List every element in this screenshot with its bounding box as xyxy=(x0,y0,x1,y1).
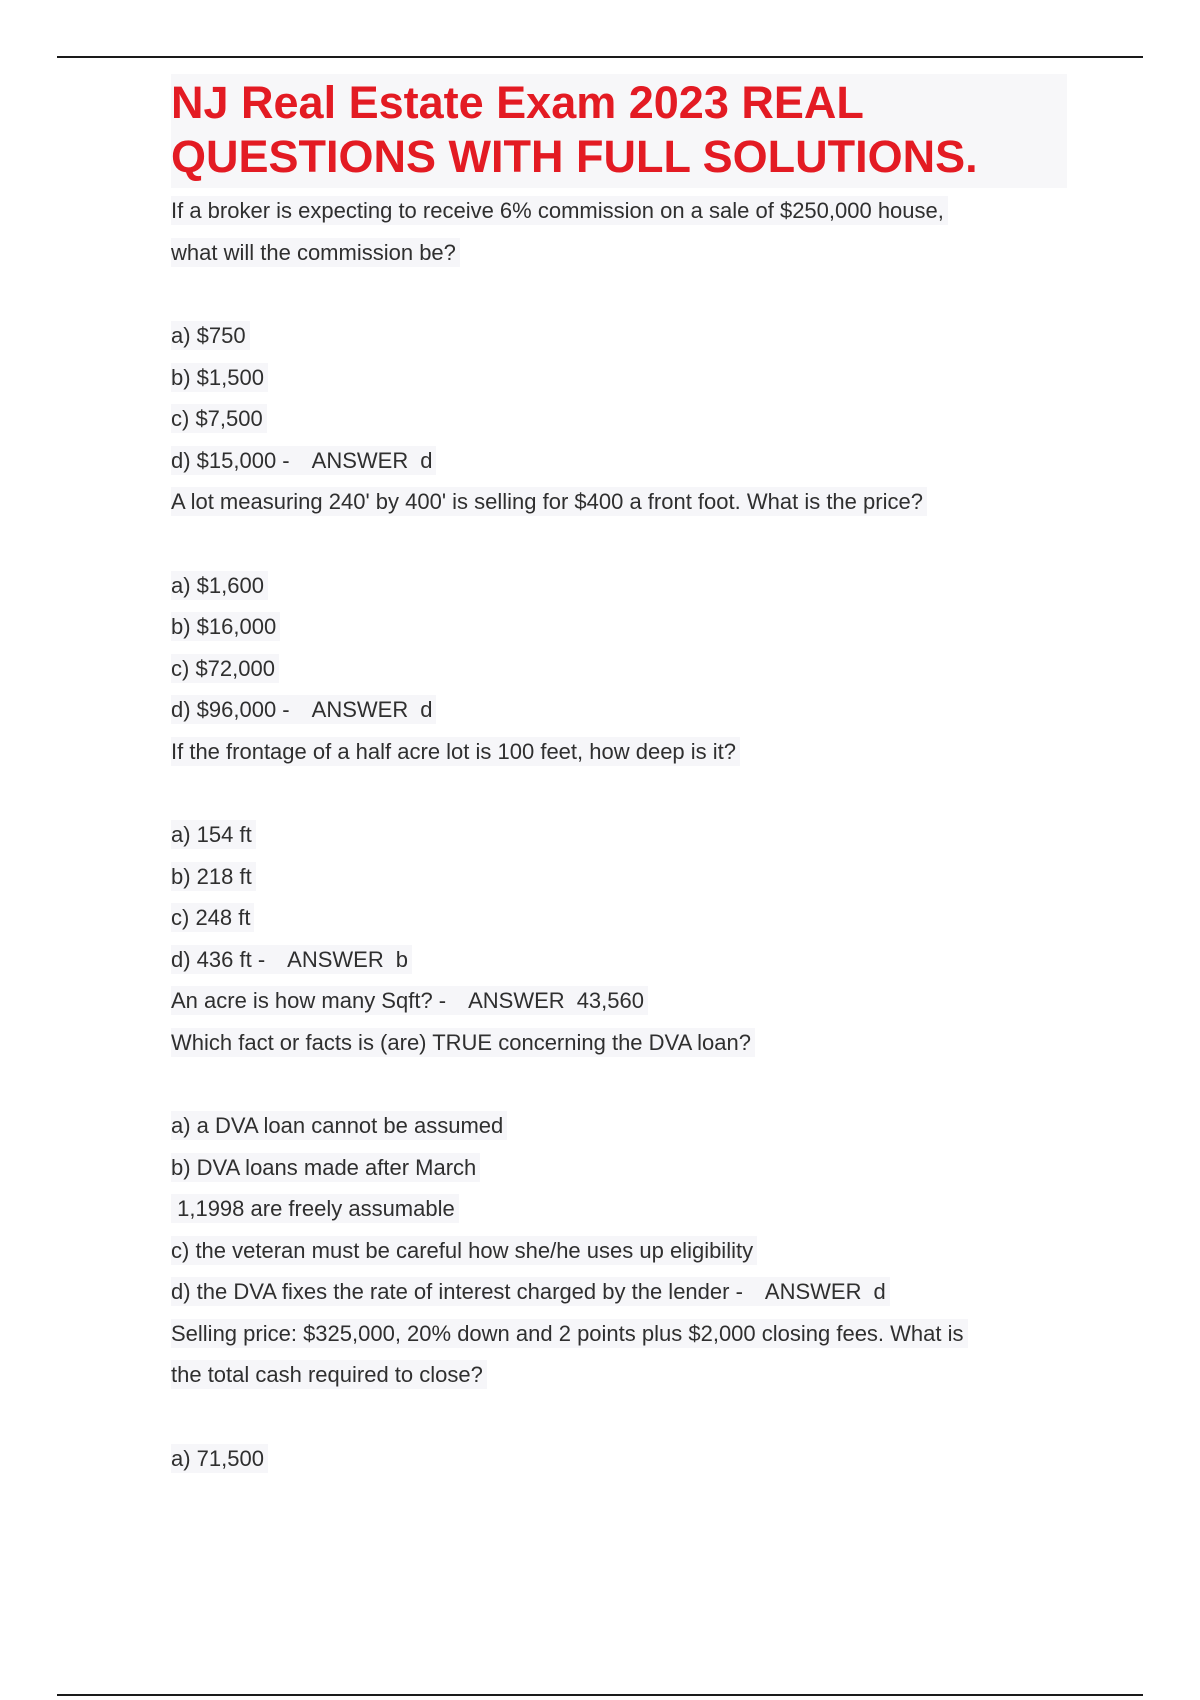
question-3-option-d: d) 436 ft - ANSWER b xyxy=(171,939,1067,981)
answer-label: ANSWER xyxy=(468,988,565,1013)
question-5-option-b: b) DVA loans made after March xyxy=(171,1147,1067,1189)
question-2-option-d: d) $96,000 - ANSWER d xyxy=(171,689,1067,731)
bottom-rule xyxy=(57,1694,1143,1696)
question-6-line-2: the total cash required to close? xyxy=(171,1354,1067,1396)
answer-label: ANSWER xyxy=(287,946,384,972)
title-block xyxy=(171,74,1067,188)
question-2-option-a: a) $1,600 xyxy=(171,565,1067,607)
answer-label: ANSWER xyxy=(764,1279,862,1304)
spacer xyxy=(171,523,1067,565)
answer-value: d xyxy=(873,1279,886,1304)
question-5-option-a: a) a DVA loan cannot be assumed xyxy=(171,1105,1067,1147)
document-title: NJ Real Estate Exam 2023 REAL QUESTIONS WITH FULL SOLUTIONS. xyxy=(171,77,978,182)
answer-label: ANSWER xyxy=(311,697,409,722)
answer-value: d xyxy=(420,697,433,722)
question-3-line-1: If the frontage of a half acre lot is 100 feet, how deep is it? xyxy=(171,731,1067,773)
answer-value: b xyxy=(395,946,408,972)
spacer xyxy=(171,772,1067,814)
answer-label: ANSWER xyxy=(311,447,409,473)
question-1-option-b: b) $1,500 xyxy=(171,357,1067,399)
question-5-option-c: c) the veteran must be careful how she/he uses up eligibility xyxy=(171,1230,1067,1272)
question-2-line-1: A lot measuring 240' by 400' is selling for $400 a front foot. What is the price? xyxy=(171,481,1067,523)
question-1-option-d: d) $15,000 - ANSWER d xyxy=(171,440,1067,482)
question-2-option-c: c) $72,000 xyxy=(171,648,1067,690)
question-4-line-1: An acre is how many Sqft? - ANSWER 43,560 xyxy=(171,980,1067,1022)
spacer xyxy=(171,273,1067,315)
question-3-option-a: a) 154 ft xyxy=(171,814,1067,856)
question-5-option-d: d) the DVA fixes the rate of interest charged by the lender - ANSWER d xyxy=(171,1271,1067,1313)
answer-value: 43,560 xyxy=(576,988,644,1013)
spacer xyxy=(171,1396,1067,1438)
question-6-option-a: a) 71,500 xyxy=(171,1438,1067,1480)
answer-value: d xyxy=(420,447,433,473)
question-1-option-c: c) $7,500 xyxy=(171,398,1067,440)
top-rule xyxy=(57,56,1143,58)
question-5-option-b-continued: 1,1998 are freely assumable xyxy=(171,1188,1067,1230)
question-3-option-c: c) 248 ft xyxy=(171,897,1067,939)
question-1-line-1: If a broker is expecting to receive 6% commission on a sale of $250,000 house, xyxy=(171,190,1067,232)
question-6-line-1: Selling price: $325,000, 20% down and 2 points plus $2,000 closing fees. What is xyxy=(171,1313,1067,1355)
document-body xyxy=(171,74,1067,1479)
question-3-option-b: b) 218 ft xyxy=(171,856,1067,898)
question-5-line-1: Which fact or facts is (are) TRUE concerning the DVA loan? xyxy=(171,1022,1067,1064)
question-1-option-a: a) $750 xyxy=(171,315,1067,357)
question-1-line-2: what will the commission be? xyxy=(171,232,1067,274)
spacer xyxy=(171,1063,1067,1105)
question-2-option-b: b) $16,000 xyxy=(171,606,1067,648)
